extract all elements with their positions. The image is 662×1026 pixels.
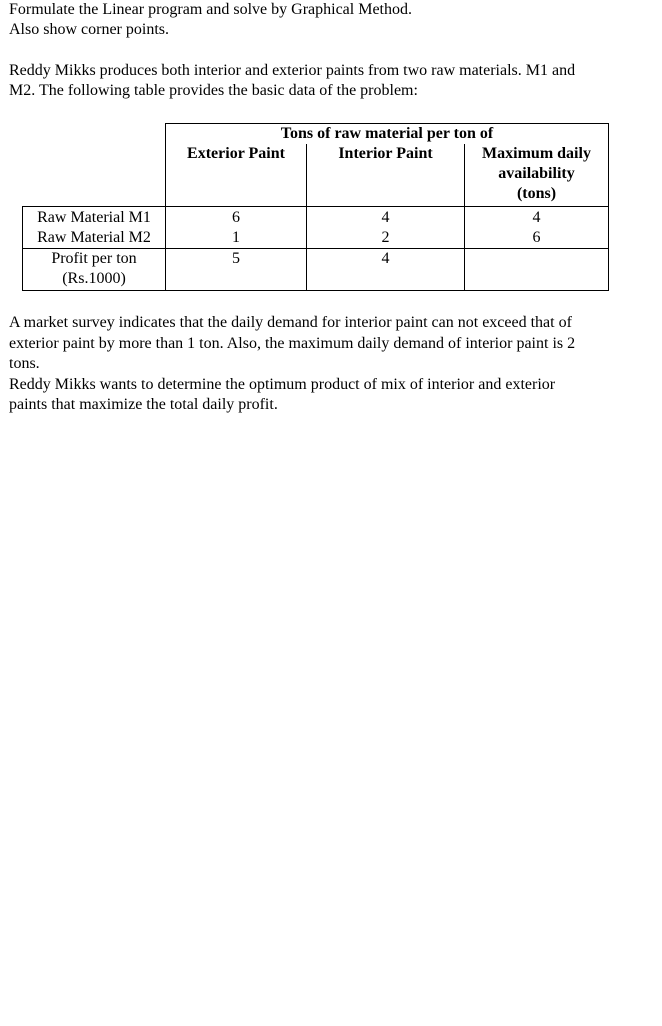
survey-paragraph	[9, 313, 575, 416]
row-label-m2: Raw Material M2	[23, 228, 166, 249]
table-group-header: Tons of raw material per ton of	[166, 124, 609, 145]
col-header-exterior: Exterior Paint	[166, 144, 307, 207]
cell-m1-interior: 4	[307, 207, 465, 229]
survey-line-2: exterior paint by more than 1 ton. Also, the maximum daily demand of interior paint is 2	[9, 334, 576, 352]
survey-line-3: tons.	[9, 355, 40, 372]
col-header-max-availability	[465, 144, 609, 207]
col-header-interior: Interior Paint	[307, 144, 465, 207]
table-row	[23, 249, 609, 291]
table-corner-cell	[23, 124, 166, 145]
cell-m2-interior: 2	[307, 228, 465, 249]
problem-line-2: M2. The following table provides the basic data of the problem:	[9, 82, 418, 99]
cell-m1-exterior: 6	[166, 207, 307, 229]
profit-label-line-2: (Rs.1000)	[62, 270, 126, 287]
col-header-max-line-1: Maximum daily	[482, 145, 591, 162]
data-table	[22, 123, 609, 291]
table-corner-cell	[23, 144, 166, 207]
table-row	[23, 207, 609, 229]
table-row	[23, 228, 609, 249]
cell-m2-max: 6	[465, 228, 609, 249]
cell-profit-interior: 4	[307, 249, 465, 291]
row-label-profit	[23, 249, 166, 291]
cell-m1-max: 4	[465, 207, 609, 229]
col-header-max-line-2: availability	[498, 165, 575, 182]
intro-line-1: Formulate the Linear program and solve by Graphical Method.	[9, 1, 412, 18]
survey-line-1: A market survey indicates that the daily demand for interior paint can not exceed that of	[9, 314, 572, 331]
problem-paragraph	[9, 61, 575, 101]
profit-label-line-1: Profit per ton	[51, 250, 137, 267]
intro-paragraph	[9, 0, 412, 40]
cell-m2-exterior: 1	[166, 228, 307, 249]
survey-line-4: Reddy Mikks wants to determine the optimum product of mix of interior and exterior	[9, 375, 556, 393]
col-header-max-line-3: (tons)	[516, 185, 557, 202]
cell-profit-max	[465, 249, 609, 291]
problem-line-1: Reddy Mikks produces both interior and exterior paints from two raw materials. M1 and	[9, 62, 576, 79]
survey-line-5: paints that maximize the total daily profit.	[9, 396, 278, 413]
table-column-header-row	[23, 144, 609, 207]
intro-line-2: Also show corner points.	[9, 21, 169, 38]
row-label-m1: Raw Material M1	[23, 207, 166, 229]
cell-profit-exterior: 5	[166, 249, 307, 291]
table-group-header-row	[23, 124, 609, 145]
